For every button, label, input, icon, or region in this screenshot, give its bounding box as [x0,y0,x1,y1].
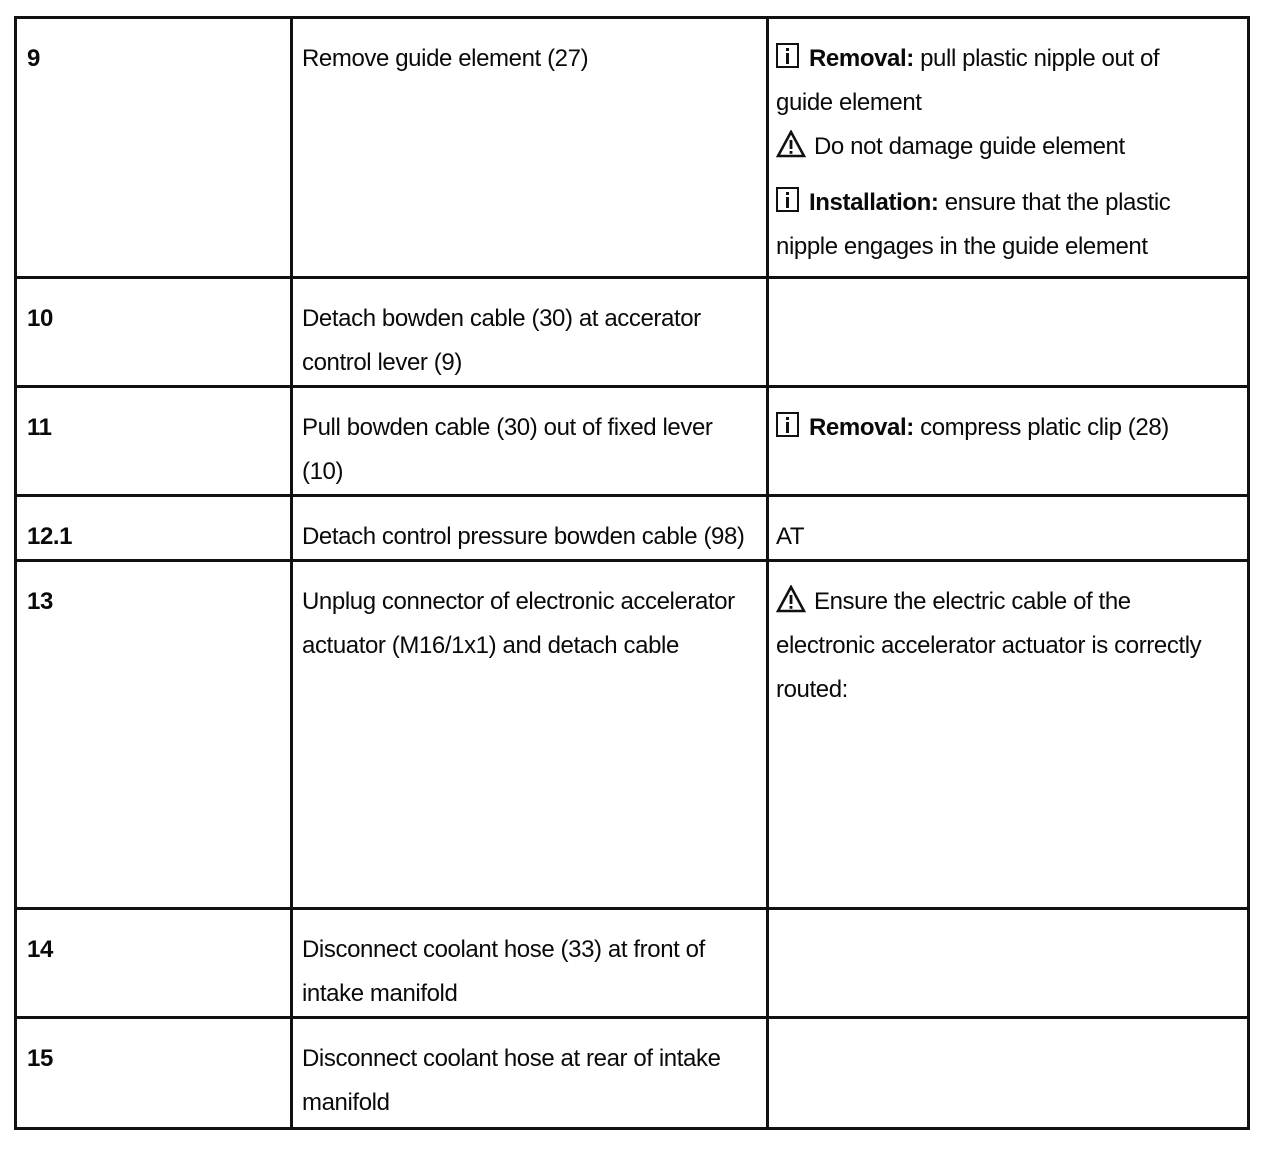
description-line: Remove guide element (27) [302,45,589,72]
note-text: Do not damage guide element [814,133,1125,160]
warning-icon [776,584,806,612]
table-row [16,387,1249,496]
note-text: pull plastic nipple out of [913,45,1160,72]
step-number: 10 [27,305,53,332]
note-line [776,125,1239,169]
step-description-cell [292,387,768,496]
note-keyword: Removal: [809,45,914,72]
note-line [776,225,1239,269]
note-line [776,181,1239,225]
step-notes-cell [768,496,1249,561]
step-number: 15 [27,1045,53,1072]
description-line: manifold [302,1089,390,1116]
table-row [16,561,1249,909]
note-line [776,580,1239,624]
description-line: Disconnect coolant hose at rear of intake [302,1045,721,1072]
step-description-cell [292,1018,768,1129]
note-block [776,515,1239,559]
step-number: 12.1 [27,523,73,550]
step-number-cell [16,18,292,278]
step-description-cell [292,278,768,387]
procedure-table-body [16,18,1249,1129]
step-notes-cell [768,387,1249,496]
step-number-cell [16,1018,292,1129]
step-notes-cell [768,909,1249,1018]
step-description-cell [292,496,768,561]
step-notes-cell [768,278,1249,387]
step-description-cell [292,18,768,278]
note-line [776,668,1239,712]
note-line [776,37,1239,81]
note-block [776,406,1239,450]
description-line: Pull bowden cable (30) out of fixed lever [302,414,713,441]
table-row [16,909,1249,1018]
note-text: Ensure the electric cable of the [814,588,1131,615]
step-notes-cell [768,18,1249,278]
note-text: AT [776,523,805,550]
table-row [16,496,1249,561]
table-row [16,1018,1249,1129]
step-description-cell [292,909,768,1018]
procedure-table [14,16,1250,1130]
description-line: actuator (M16/1x1) and detach cable [302,632,679,659]
description-line: Detach bowden cable (30) at accerator [302,305,701,332]
step-notes-cell [768,1018,1249,1129]
note-text: compress platic clip (28) [913,414,1169,441]
note-block [776,181,1239,269]
step-notes-cell [768,561,1249,909]
description-line: Detach control pressure bowden cable (98) [302,523,745,550]
note-block [776,37,1239,125]
note-block [776,125,1239,169]
description-line: Disconnect coolant hose (33) at front of [302,936,705,963]
note-line [776,406,1239,450]
note-line [776,81,1239,125]
step-number: 13 [27,588,53,615]
info-icon [776,187,799,212]
note-line [776,515,1239,559]
note-text: guide element [776,89,922,116]
note-text: nipple engages in the guide element [776,233,1148,260]
step-number-cell [16,496,292,561]
note-text: ensure that the plastic [938,189,1171,216]
description-line: (10) [302,458,344,485]
description-line: Unplug connector of electronic accelerator [302,588,735,615]
step-description-cell [292,561,768,909]
table-row [16,18,1249,278]
note-line [776,624,1239,668]
step-number: 9 [27,45,40,72]
warning-icon [776,129,806,157]
step-number: 14 [27,936,53,963]
table-row [16,278,1249,387]
info-icon [776,412,799,437]
note-block [776,580,1239,712]
step-number-cell [16,387,292,496]
note-text: routed: [776,676,848,703]
note-keyword: Removal: [809,414,914,441]
step-number-cell [16,909,292,1018]
note-keyword: Installation: [809,189,939,216]
info-icon [776,43,799,68]
description-line: control lever (9) [302,349,462,376]
step-number: 11 [27,414,52,441]
step-number-cell [16,561,292,909]
step-number-cell [16,278,292,387]
note-text: electronic accelerator actuator is correctly [776,632,1202,659]
description-line: intake manifold [302,980,458,1007]
